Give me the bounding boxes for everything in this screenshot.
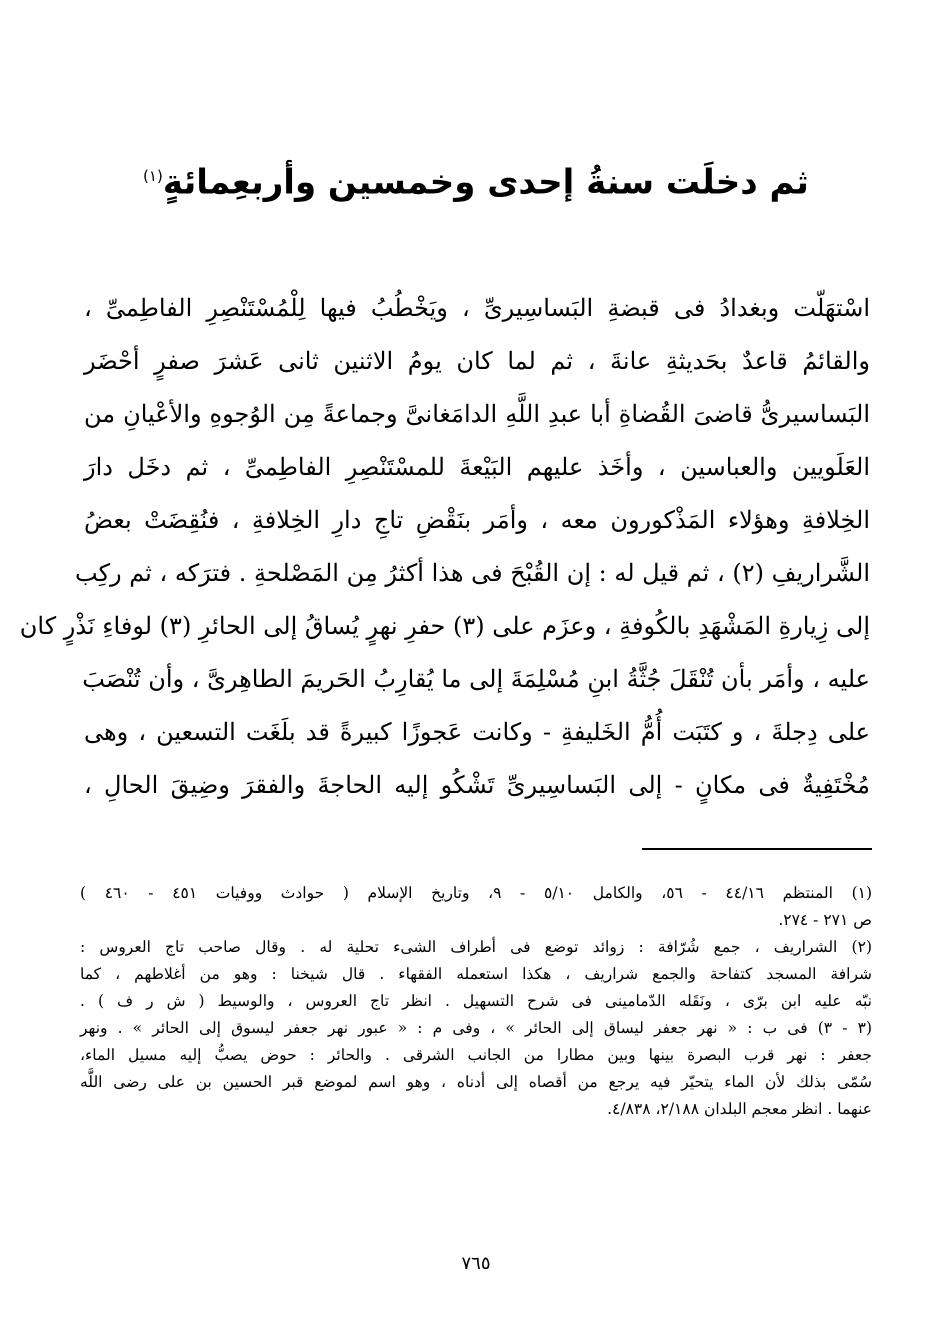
text-line: مُخْتَفِيةٌ فى مكانٍ - إلى البَساسِيرىِّ تَشْكُو إليه الحاجةَ والفقرَ وضِيقَ الحالِ ، [84,771,870,799]
page-number: ٧٦٥ [461,1253,491,1274]
footnote-line: سُمّى بذلك لأن الماء يتحيّر فيه يرجع من أقصاه إلى أدناه ، وهو اسم لموضع قبر الحسين بن على رضى اللَّه [80,1073,872,1091]
footnote-divider [642,848,872,850]
text-line: البَساسيرىُّ قاضىَ القُضاةِ أبا عبدِ اللَّهِ الدامَغانىَّ وجماعةً مِن الوُجوهِ والأعْيانِ من [84,400,870,428]
text-line: إلى زِيارةِ المَشْهَدِ بالكُوفةِ ، وعزَم على (٣) حفرِ نهرٍ يُساقُ إلى الحائرِ (٣) لوفاءِ نَذْرٍ كان [19,612,870,640]
footnotes [80,880,872,1123]
text-line: الخِلافةِ وهؤلاء المَذْكورون معه ، وأمَر بنَقْضِ تاجِ دارِ الخِلافةِ ، فنُقِضَتْ بعضُ [84,506,870,534]
footnote-line: عنهما . انظر معجم البلدان ٢/١٨٨، ٤/٨٣٨. [607,1100,872,1118]
text-line: العَلَويين والعباسين ، وأخَذ عليهم البَيْعةَ للمسْتَنْصِرِ الفاطِمىِّ ، ثم دخَل دارَ [84,453,870,481]
heading-footnote-marker: (١) [143,167,163,185]
footnote-line: نبّه عليه ابن برّى ، ونَقَله الدّمامينى فى شرح التسهيل . انظر تاج العروس ، والوسيط ( ش ر ف ) . [80,992,872,1010]
footnote-line: ص ٢٧١ - ٢٧٤. [778,911,872,929]
text-line: على دِجلةَ ، و كتَبَت أُمُّ الخَليفةِ - وكانت عَجوزًا كبيرةً قد بلَغَت التسعين ، وهى [84,718,871,746]
chapter-heading-text: ثم دخلَت سنةُ إحدى وخمسين وأربعِمائةٍ [162,162,809,203]
main-text [19,282,871,812]
chapter-heading [100,150,852,208]
footnote-line: (٢) الشراريف ، جمع شُرّافة : زوائد توضع فى أطراف الشىء تحلية له . وقال صاحب تاج العروس : [80,938,872,956]
text-line: الشَّراريفِ (٢) ، ثم قيل له : إن القُبْحَ فى هذا أكثرُ مِن المَصْلحةِ . فترَكه ، ثم ركِب [75,559,870,587]
footnote-line: (٣ - ٣) فى ب : « نهر جعفر ليساق إلى الحائر » ، وفى م : « عبور نهر جعفر ليسوق إلى الحائر » . ونهر [80,1019,872,1037]
footnote-line: جعفر : نهر قرب البصرة بينها وبين مطارا من الجانب الشرقى . والحائر : حوض يصبُّ إليه مسيل الماء، [80,1046,872,1064]
text-line: والقائمُ قاعدٌ بحَديثةِ عانةَ ، ثم لما كان يومُ الاثنين ثانى عَشرَ صفرٍ أحْضَر [84,347,871,375]
footnote-line: شرافة المسجد كتفاحة والجمع شراريف ، هكذا استعمله الفقهاء . قال شيخنا : وهو من أغلاطهم ، كما [80,965,872,983]
footnote-line: (١) المنتظم ٤٤/١٦ - ٥٦، والكامل ٥/١٠ - ٩، وتاريخ الإسلام ( حوادث ووفيات ٤٥١ - ٤٦٠ ) [80,884,873,902]
text-line: عليه ، وأمَر بأن تُنْقَلَ جُثَّةُ ابنِ مُسْلِمَةَ إلى ما يُقارِبُ الحَريمَ الطاهِرىَّ ، وأن تُنْصَبَ [82,665,870,693]
text-line: اسْتهَلّت وبغدادُ فى قبضةِ البَساسِيرىِّ ، ويَخْطُبُ فيها لِلْمُسْتَنْصِرِ الفاطِمىِّ ، [84,294,870,322]
